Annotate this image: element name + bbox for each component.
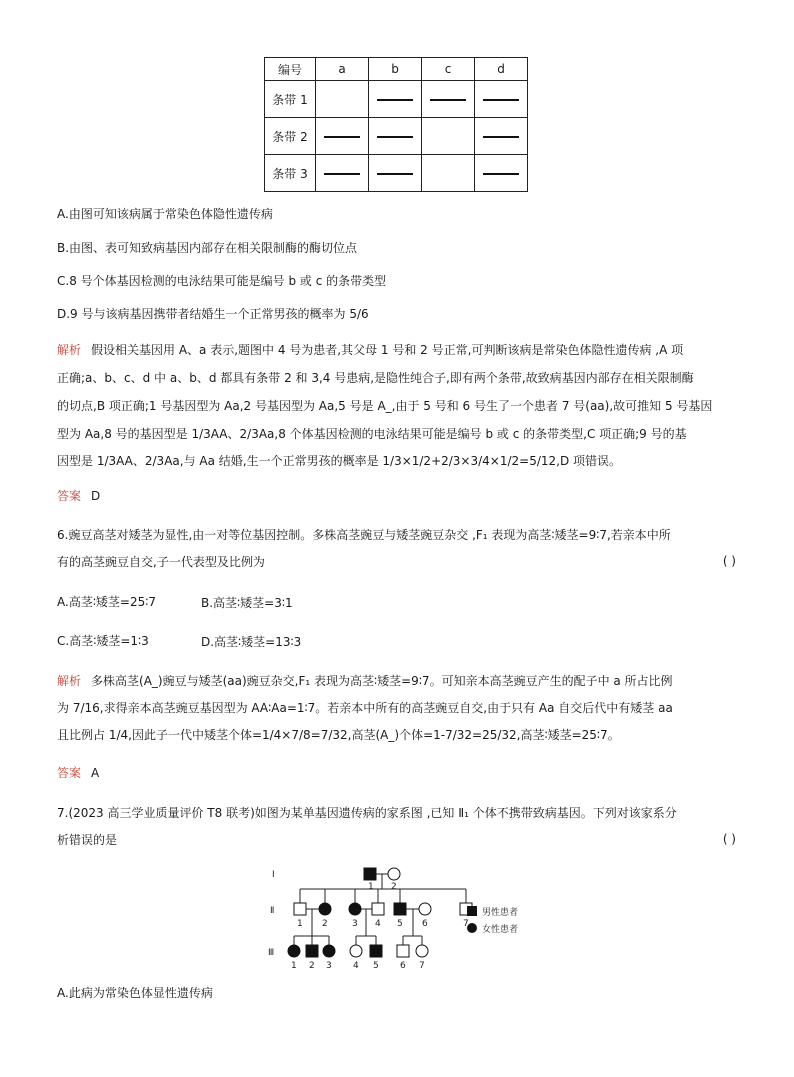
individual-number: 3	[326, 961, 332, 970]
analysis-line: 且比例占 1/4,因此子一代中矮茎个体=1/4×7/8=7/32,高茎(A_)个体=1-7/32=25/32,高茎∶矮茎=25∶7。	[57, 728, 620, 742]
table-header-cell: c	[422, 58, 475, 81]
electrophoresis-table	[264, 57, 528, 192]
band-cell	[422, 118, 475, 155]
table-header-cell: b	[369, 58, 422, 81]
option-a: A.由图可知该病属于常染色体隐性遗传病	[57, 207, 273, 221]
band-cell	[316, 118, 369, 155]
gel-band	[324, 136, 360, 138]
band-cell	[475, 155, 528, 192]
answer-tag: 答案	[57, 766, 82, 780]
individual-number: 7	[463, 919, 469, 929]
individual-number: 2	[322, 919, 328, 929]
legend-label: 男性患者	[482, 908, 519, 918]
table-header-cell: 编号	[265, 58, 316, 81]
generation-label: Ⅱ	[270, 906, 275, 916]
analysis-line: 为 7/16,求得亲本高茎豌豆基因型为 AA∶Aa=1∶7。若亲本中所有的高茎豌豆自交,由于只有 Aa 自交后代中有矮茎 aa	[57, 701, 673, 715]
gel-band	[377, 173, 413, 175]
pedigree-affected-male	[370, 945, 382, 957]
table-row-label: 条带 1	[265, 81, 316, 118]
pedigree-affected-male	[394, 903, 406, 915]
band-cell	[369, 155, 422, 192]
table-row-label: 条带 3	[265, 155, 316, 192]
answer-bracket: ( )	[722, 554, 736, 568]
analysis-tag: 解析	[57, 674, 82, 688]
gel-band	[430, 99, 466, 101]
gel-band	[483, 173, 519, 175]
analysis-line: 解析 多株高茎(A_)豌豆与矮茎(aa)豌豆杂交,F₁ 表现为高茎∶矮茎=9∶7。可知亲本高茎豌豆产生的配子中 a 所占比例	[57, 674, 673, 688]
band-cell	[369, 118, 422, 155]
generation-label: Ⅲ	[268, 948, 275, 958]
band-cell	[316, 155, 369, 192]
pedigree-affected-female	[349, 903, 361, 915]
analysis-line: 型为 Aa,8 号的基因型是 1/3AA、2/3Aa,8 个体基因检测的电泳结果可能是编号 b 或 c 的条带类型,C 项正确;9 号的基	[57, 427, 687, 441]
pedigree-normal-male	[397, 945, 409, 957]
question-stem: 7.(2023 高三学业质量评价 T8 联考)如图为某单基因遗传病的家系图 ,已知 Ⅱ₁ 个体不携带致病基因。下列对该家系分	[57, 806, 677, 820]
pedigree-normal-male	[372, 903, 384, 915]
individual-number: 5	[373, 961, 379, 970]
question-stem: 有的高茎豌豆自交,子一代表型及比例为	[57, 555, 265, 569]
table-header-cell: d	[475, 58, 528, 81]
option-a: A.高茎∶矮茎=25∶7	[57, 595, 157, 609]
legend-label: 女性患者	[482, 925, 519, 935]
table-header-cell: a	[316, 58, 369, 81]
individual-number: 4	[375, 919, 381, 929]
analysis-line: 的切点,B 项正确;1 号基因型为 Aa,2 号基因型为 Aa,5 号是 A_,由于 5 号和 6 号生了一个患者 7 号(aa),故可推知 5 号基因	[57, 399, 713, 413]
pedigree-normal-female	[388, 868, 400, 880]
question-stem: 6.豌豆高茎对矮茎为显性,由一对等位基因控制。多株高茎豌豆与矮茎豌豆杂交 ,F₁ 表现为高茎∶矮茎=9∶7,若亲本中所	[57, 528, 671, 542]
analysis-line: 解析 假设相关基因用 A、a 表示,题图中 4 号为患者,其父母 1 号和 2 号正常,可判断该病是常染色体隐性遗传病 ,A 项	[57, 343, 684, 357]
pedigree-affected-female	[288, 945, 300, 957]
gel-band	[377, 136, 413, 138]
answer-bracket: ( )	[722, 832, 736, 846]
pedigree-affected-male	[306, 945, 318, 957]
individual-number: 5	[397, 919, 403, 929]
legend-male-symbol	[467, 906, 477, 916]
gel-band	[483, 136, 519, 138]
pedigree-normal-male	[294, 903, 306, 915]
gel-band	[377, 99, 413, 101]
option-b: B.高茎∶矮茎=3∶1	[201, 596, 293, 610]
pedigree-affected-female	[319, 903, 331, 915]
option-d: D.高茎∶矮茎=13∶3	[201, 635, 302, 649]
pedigree-affected-male	[364, 868, 376, 880]
individual-number: 2	[391, 882, 397, 892]
band-cell	[369, 81, 422, 118]
answer-tag: 答案	[57, 489, 82, 503]
generation-label: Ⅰ	[272, 870, 275, 880]
option-c: C.8 号个体基因检测的电泳结果可能是编号 b 或 c 的条带类型	[57, 274, 387, 288]
individual-number: 6	[400, 961, 406, 970]
pedigree-normal-female	[416, 945, 428, 957]
answer-line	[57, 488, 100, 504]
option-d: D.9 号与该病基因携带者结婚生一个正常男孩的概率为 5/6	[57, 307, 369, 321]
individual-number: 1	[368, 882, 374, 892]
table-row-label: 条带 2	[265, 118, 316, 155]
band-cell	[475, 81, 528, 118]
pedigree-normal-female	[419, 903, 431, 915]
analysis-tag: 解析	[57, 343, 82, 357]
option-a: A.此病为常染色体显性遗传病	[57, 986, 213, 1000]
gel-band	[324, 173, 360, 175]
individual-number: 1	[297, 919, 303, 929]
individual-number: 7	[419, 961, 425, 970]
pedigree-normal-female	[350, 945, 362, 957]
option-c: C.高茎∶矮茎=1∶3	[57, 634, 149, 648]
individual-number: 1	[291, 961, 297, 970]
individual-number: 6	[422, 919, 428, 929]
option-b: B.由图、表可知致病基因内部存在相关限制酶的酶切位点	[57, 241, 358, 255]
question-stem: 析错误的是	[57, 833, 118, 847]
individual-number: 4	[353, 961, 359, 970]
analysis-line: 因型是 1/3AA、2/3Aa,与 Aa 结婚,生一个正常男孩的概率是 1/3×1/2+2/3×3/4×1/2=5/12,D 项错误。	[57, 454, 622, 468]
individual-number: 3	[352, 919, 358, 929]
pedigree-chart	[268, 862, 538, 970]
band-cell	[316, 81, 369, 118]
answer-line	[57, 765, 99, 781]
analysis-line: 正确;a、b、c、d 中 a、b、d 都具有条带 2 和 3,4 号患病,是隐性纯合子,即有两个条带,故致病基因内部存在相关限制酶	[57, 371, 694, 385]
pedigree-affected-female	[323, 945, 335, 957]
band-cell	[422, 81, 475, 118]
band-cell	[475, 118, 528, 155]
individual-number: 2	[309, 961, 315, 970]
gel-band	[483, 99, 519, 101]
band-cell	[422, 155, 475, 192]
answer-value: D	[91, 489, 101, 503]
answer-value: A	[91, 766, 100, 780]
